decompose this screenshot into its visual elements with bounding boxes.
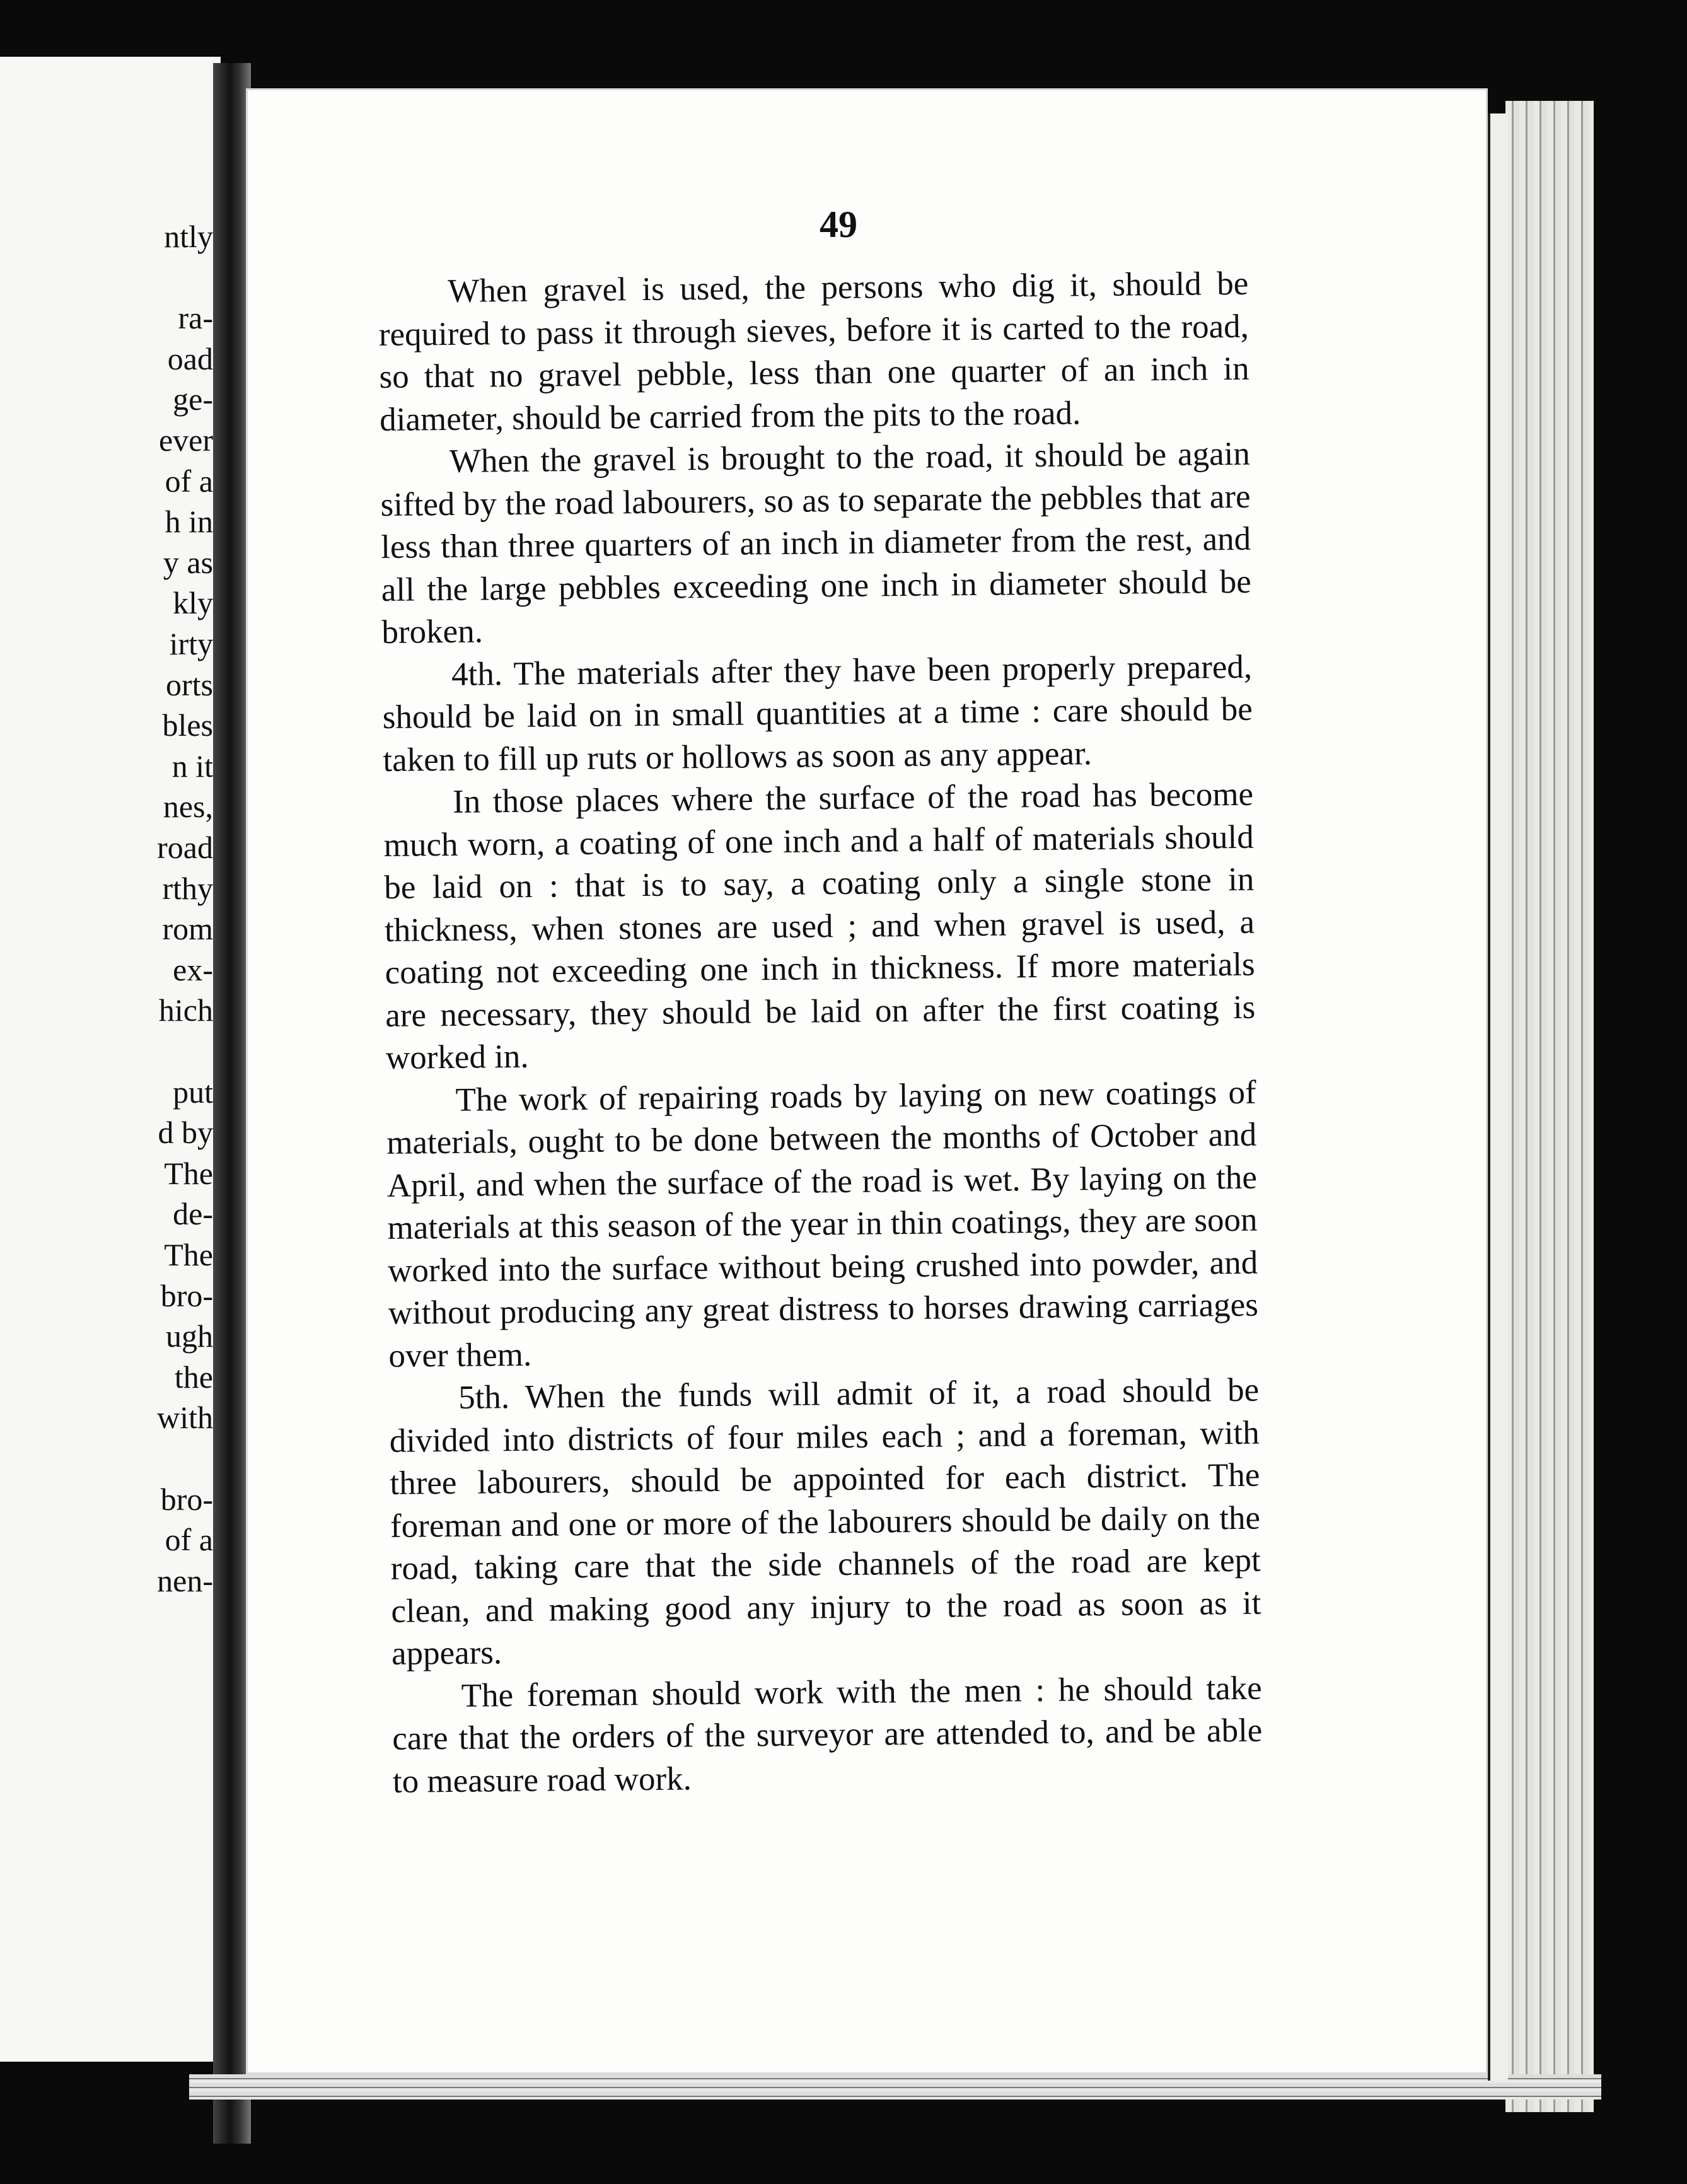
previous-page-line: ever [158,422,213,458]
previous-page-line: kly [173,585,213,621]
previous-page-line: bles [162,707,213,743]
previous-page-line: nes, [163,789,213,825]
previous-page-line: n it [171,748,213,784]
paragraph: In those places where the surface of the road has become much worn, a coating of one inch and a half of materials should be laid on : that is to say, a coating only a single stone in thickness, when stones are used ; and when gravel is used, a coating not exceeding one inch in thickness. If more materials are necessary, they should be laid on after the first coating is worked in. [383,775,1256,1076]
previous-page-line: ntly [164,219,213,254]
previous-page-line: y as [163,544,213,580]
previous-page-line: ra- [178,300,213,336]
paragraph: 5th. When the funds will admit of it, a road should be divided into districts of four miles each ; and a foreman, with three labourers, should be appointed for each district. The foreman and one or more of the labourers should be daily on the road, taking care that the side channels of the road are kept clean, and making good any injury to the road as soon as it appears. [389,1371,1261,1672]
page-edges [1505,101,1594,2112]
page-right-edge [1488,113,1508,2081]
paragraph: When the gravel is brought to the road, it should be again sifted by the road labourers, so as to separate the pebbles that are less than three quarters of an inch in diameter from the rest, and all the large pebbles exceeding one inch in diameter should be broken. [380,435,1252,651]
paragraph: 4th. The materials after they have been properly prepared, should be laid on in small quantities at a time : care should be taken to fill up ruts or hollows as soon as any appear. [382,648,1253,779]
previous-page-line: rom [162,911,213,947]
book-gutter [213,63,251,2144]
previous-page-line: bro- [160,1481,213,1517]
previous-page-line: ugh [166,1318,213,1354]
paragraph: When gravel is used, the persons who dig it, should be required to pass it through sieves, before it is carted to the road, so that no gravel pebble, less than one quarter of an inch in diameter, should be carried from the pits to the road. [378,265,1249,438]
previous-page-line: of a [165,463,213,499]
previous-page-line: de- [173,1196,213,1232]
previous-page-line: The [164,1237,213,1272]
previous-page-line: ex- [173,951,213,987]
previous-page-line: irty [169,626,213,661]
previous-page-line: oad [167,340,213,376]
previous-page-line: of a [165,1522,213,1558]
previous-page-line: the [174,1359,213,1395]
previous-page-line: orts [166,666,213,702]
previous-page-line: rthy [162,870,213,906]
previous-page-line: d by [158,1115,213,1151]
previous-page-line: road [157,830,213,865]
previous-page-line: hich [158,992,213,1028]
previous-page-line: nen- [157,1562,213,1598]
previous-page-line: bro- [160,1277,213,1313]
previous-page-fragment [0,57,221,2062]
paragraph: The work of repairing roads by laying on new coatings of materials, ought to be done between the months of October and April, and when the surface of the road is wet. By laying on the materials at this season of the year in thin coatings, they are soon worked into the surface without being crushed into powder, and without producing any great distress to horses drawing carriages over them. [386,1074,1259,1374]
page-bottom-edges [189,2074,1601,2100]
page-number: 49 [820,204,857,245]
body-text [378,263,1263,1803]
previous-page-line: The [164,1155,213,1191]
previous-page-line: ge- [173,381,213,417]
paragraph: The foreman should work with the men : he should take care that the orders of the surveyor are attended to, and be able to measure road work. [392,1670,1263,1800]
previous-page-line: h in [165,504,213,540]
previous-page-line: put [173,1074,213,1110]
previous-page-line: with [157,1400,213,1436]
